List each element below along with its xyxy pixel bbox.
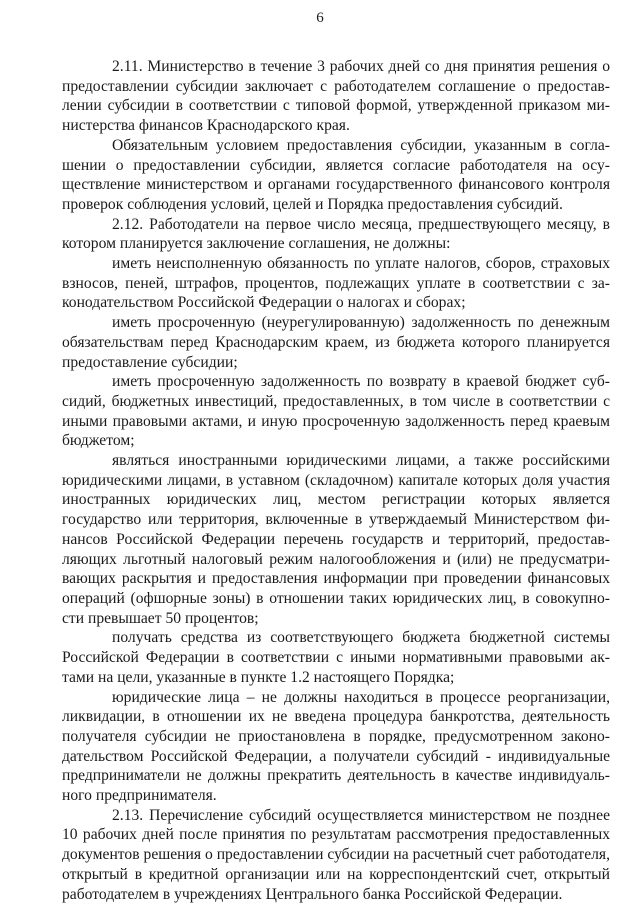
list-item-tax-obligations: иметь неисполненную обязанность по уплате налогов, сборов, страховых взносов, пеней, штрафов, процентов, подлежащих уплате в соответствии с законодательством Российской Федерации о налогах и сборах; <box>62 255 610 312</box>
list-item-foreign-entities: являться иностранными юридическими лицами, а также российскими юридическими лицами, в уставном (складочном) капитале которых доля участия иностранных юридических лиц, местом регистрации которых является государство или территория, включенные в утверждаемый Министерством финансов Российской Федерации перечень государств и территорий, предоставляющих льготный налоговый режим налогообложения и (или) не предусматривающих раскрытия и предоставления информации при проведении финансовых операций (офшорные зоны) в отношении таких юридических лиц, в совокупности превышает 50 процентов; <box>62 452 610 627</box>
paragraph-2-12: 2.12. Работодатели на первое число месяца, предшествующего месяцу, в котором планируется заключение соглашения, не должны: <box>62 215 610 253</box>
document-body <box>62 57 610 904</box>
paragraph-mandatory-condition: Обязательным условием предоставления субсидии, указанным в соглашении о предоставлении субсидии, является согласие работодателя на осуществление министерством и органами государственного финансового контроля проверок соблюдения условий, целей и Порядка предоставления субсидий. <box>62 136 610 213</box>
list-item-reorganization: юридические лица – не должны находиться в процессе реорганизации, ликвидации, в отношении их не введена процедура банкротства, деятельность получателя субсидии не приостановлена в порядке, предусмотренном законодательством Российской Федерации, а получатели субсидий - индивидуальные предприниматели не должны прекратить деятельность в качестве индивидуального предпринимателя. <box>62 688 610 805</box>
paragraph-2-11: 2.11. Министерство в течение 3 рабочих дней со дня принятия решения о предоставлении субсидии заключает с работодателем соглашение о предоставлении субсидии в соответствии с типовой формой, утвержденной приказом министерства финансов Краснодарского края. <box>62 58 610 135</box>
page-number: 6 <box>316 10 324 26</box>
list-item-overdue-subsidy-return: иметь просроченную задолженность по возврату в краевой бюджет субсидий, бюджетных инвестиций, предоставленных, в том числе в соответствии с иными правовыми актами, и иную просроченную задолженность перед краевым бюджетом; <box>62 373 610 450</box>
list-item-overdue-debt-krai: иметь просроченную (неурегулированную) задолженность по денежным обязательствам перед Краснодарским краем, из бюджета которого планируется предоставление субсидии; <box>62 314 610 371</box>
paragraph-2-13: 2.13. Перечисление субсидий осуществляется министерством не позднее 10 рабочих дней после принятия по результатам рассмотрения предоставленных документов решения о предоставлении субсидии на расчетный счет работодателя, открытый в кредитной организации или на корреспондентский счет, открытый работодателем в учреждениях Центрального банка Российской Федерации. <box>62 806 610 903</box>
list-item-other-budget-funds: получать средства из соответствующего бюджета бюджетной системы Российской Федерации в соответствии с иными нормативными правовыми актами на цели, указанные в пункте 1.2 настоящего Порядка; <box>62 629 610 686</box>
